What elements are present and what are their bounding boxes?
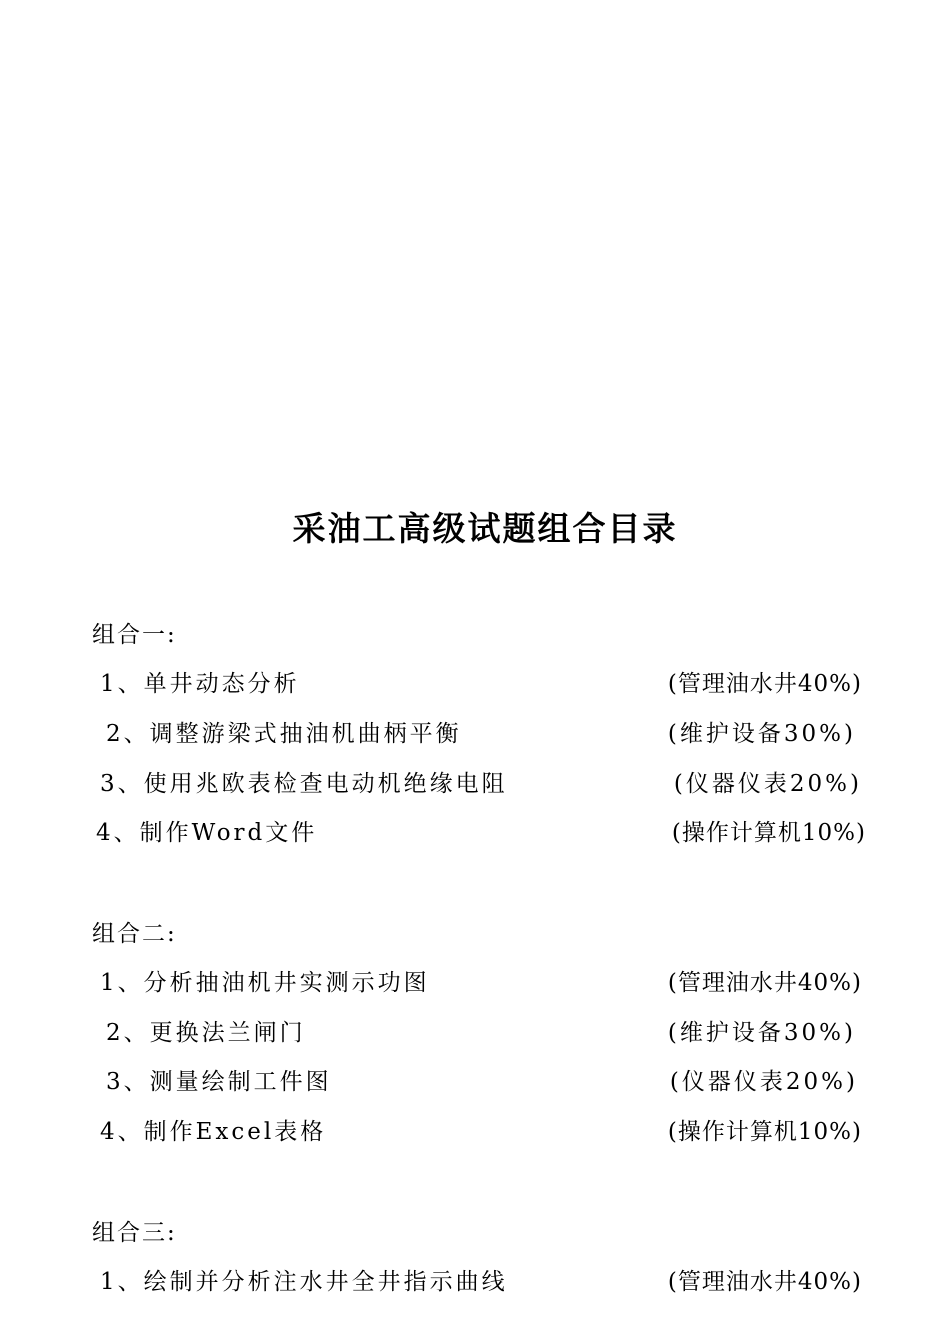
item-category: (管理油水井40%) (667, 970, 862, 996)
item-title: 3、测量绘制工件图 (106, 1069, 332, 1095)
group-label-3: 组合三: (92, 1220, 177, 1246)
item-title: 3、使用兆欧表检查电动机绝缘电阻 (100, 771, 508, 797)
list-item (0, 1017, 950, 1049)
item-title: 1、单井动态分析 (100, 671, 300, 697)
item-category: (仪器仪表20%) (669, 1069, 858, 1095)
list-item (0, 768, 950, 800)
item-category: (仪器仪表20%) (673, 771, 862, 797)
item-category: (操作计算机10%) (667, 1119, 862, 1145)
item-title: 2、更换法兰闸门 (106, 1020, 306, 1046)
item-category: (操作计算机10%) (671, 820, 866, 846)
list-item (0, 1066, 950, 1098)
item-title: 4、制作Excel表格 (100, 1119, 327, 1145)
group-label-1: 组合一: (92, 622, 177, 648)
page-title: 采油工高级试题组合目录 (292, 509, 678, 548)
item-title: 2、调整游梁式抽油机曲柄平衡 (106, 721, 462, 747)
item-title: 1、绘制并分析注水井全井指示曲线 (100, 1269, 508, 1295)
item-category: (维护设备30%) (667, 721, 856, 747)
group-label-2: 组合二: (92, 921, 177, 947)
list-item (0, 1266, 950, 1298)
list-item (0, 1116, 950, 1148)
item-category: (维护设备30%) (667, 1020, 856, 1046)
item-title: 4、制作Word文件 (96, 820, 318, 846)
list-item (0, 817, 950, 849)
list-item (0, 967, 950, 999)
item-category: (管理油水井40%) (667, 1269, 862, 1295)
item-title: 1、分析抽油机井实测示功图 (100, 970, 430, 996)
item-category: (管理油水井40%) (667, 671, 862, 697)
list-item (0, 718, 950, 750)
list-item (0, 668, 950, 700)
